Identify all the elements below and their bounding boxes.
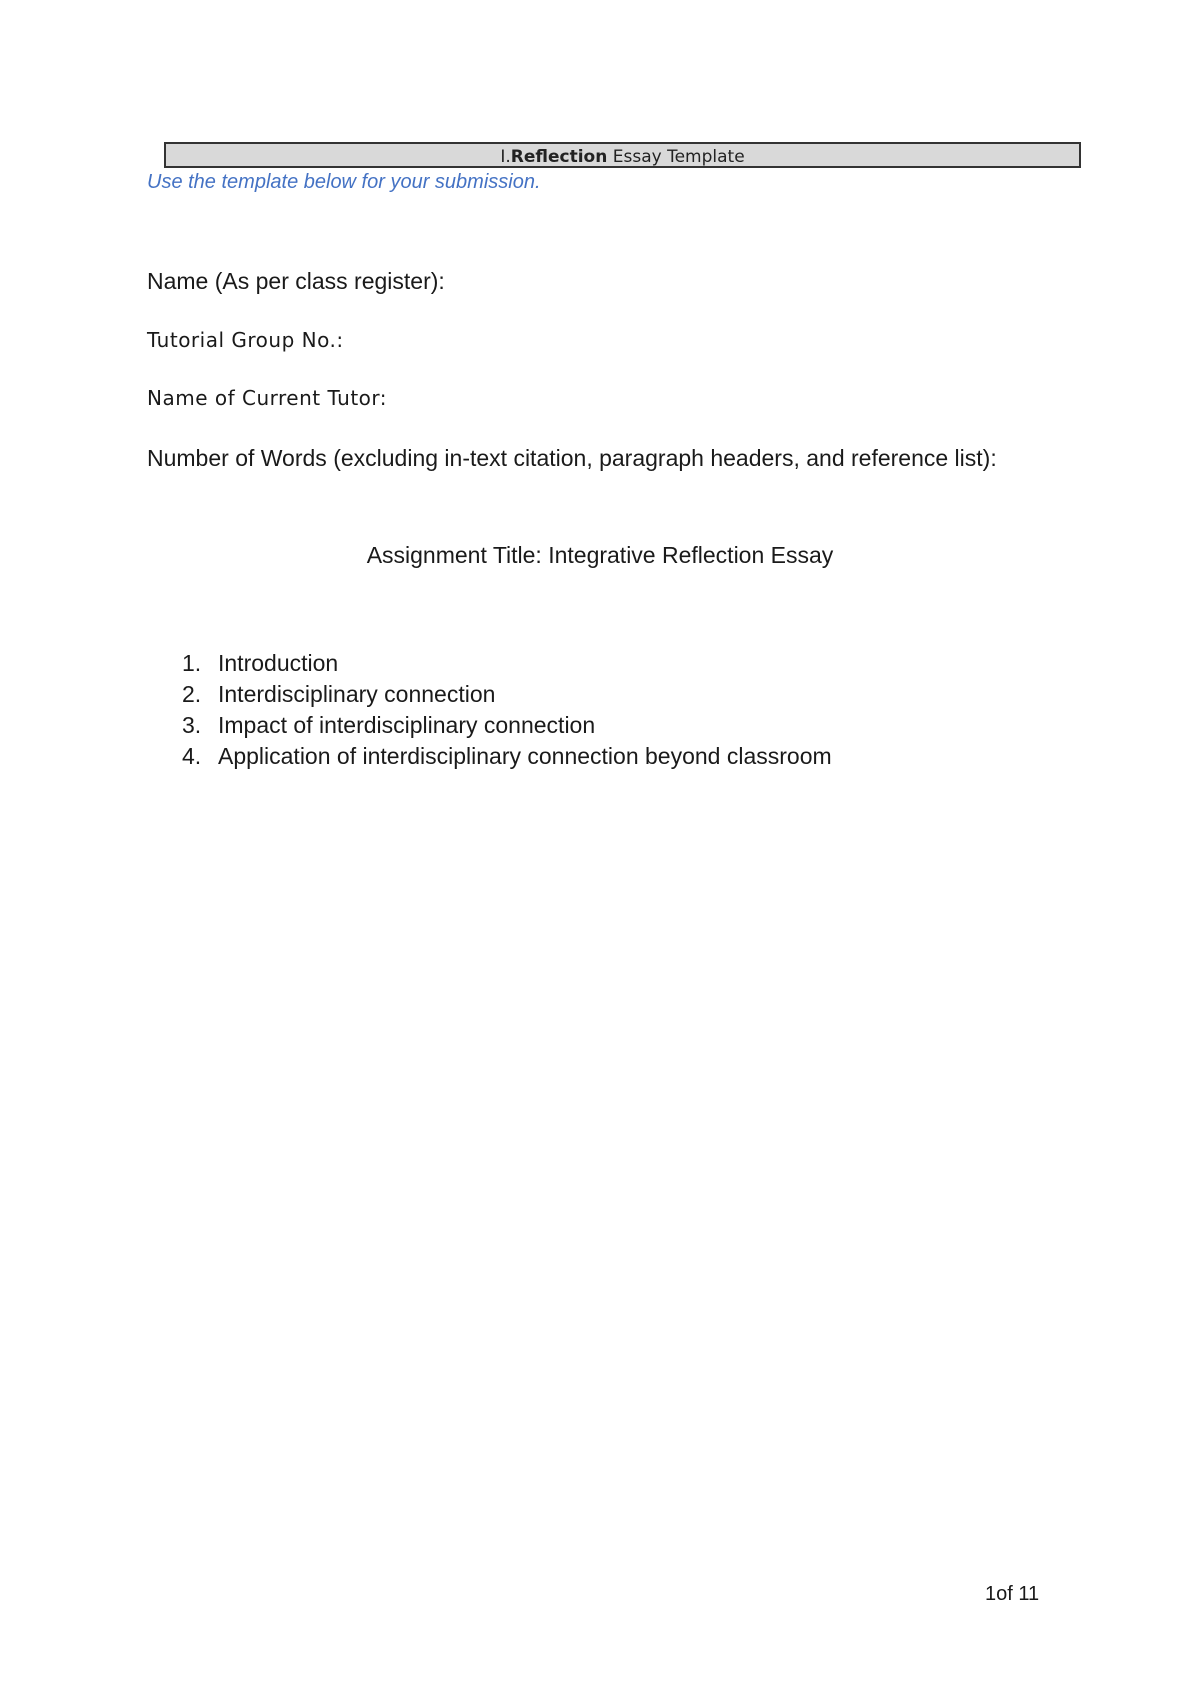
outline-item-number: 2. — [182, 681, 202, 707]
outline-item-number: 3. — [182, 712, 202, 738]
outline-item — [182, 741, 832, 772]
current-tutor-field-label: Name of Current Tutor: — [147, 386, 388, 410]
word-count-field-label: Number of Words (excluding in-text citation, paragraph headers, and reference list): — [147, 445, 997, 471]
outline-item-number: 4. — [182, 743, 202, 769]
outline-item — [182, 679, 832, 710]
outline-item-label: Interdisciplinary connection — [218, 681, 496, 707]
outline-item-label: Impact of interdisciplinary connection — [218, 712, 596, 738]
page-number: 1of 11 — [985, 1583, 1040, 1605]
tutorial-group-field-label: Tutorial Group No.: — [147, 328, 344, 352]
header-prefix: I. — [500, 147, 511, 167]
assignment-title: Assignment Title: Integrative Reflection Essay — [366, 542, 834, 568]
essay-outline-list — [182, 648, 832, 772]
outline-item-label: Application of interdisciplinary connection beyond classroom — [218, 743, 832, 769]
outline-item-number: 1. — [182, 650, 202, 676]
header-rest: Essay Template — [607, 147, 745, 167]
outline-item — [182, 710, 832, 741]
name-field-label: Name (As per class register): — [147, 268, 445, 294]
outline-item-label: Introduction — [218, 650, 339, 676]
header-bold-word: Reflection — [510, 147, 608, 167]
template-header-banner — [164, 142, 1081, 168]
outline-item — [182, 648, 832, 679]
instruction-text: Use the template below for your submission. — [147, 171, 541, 193]
